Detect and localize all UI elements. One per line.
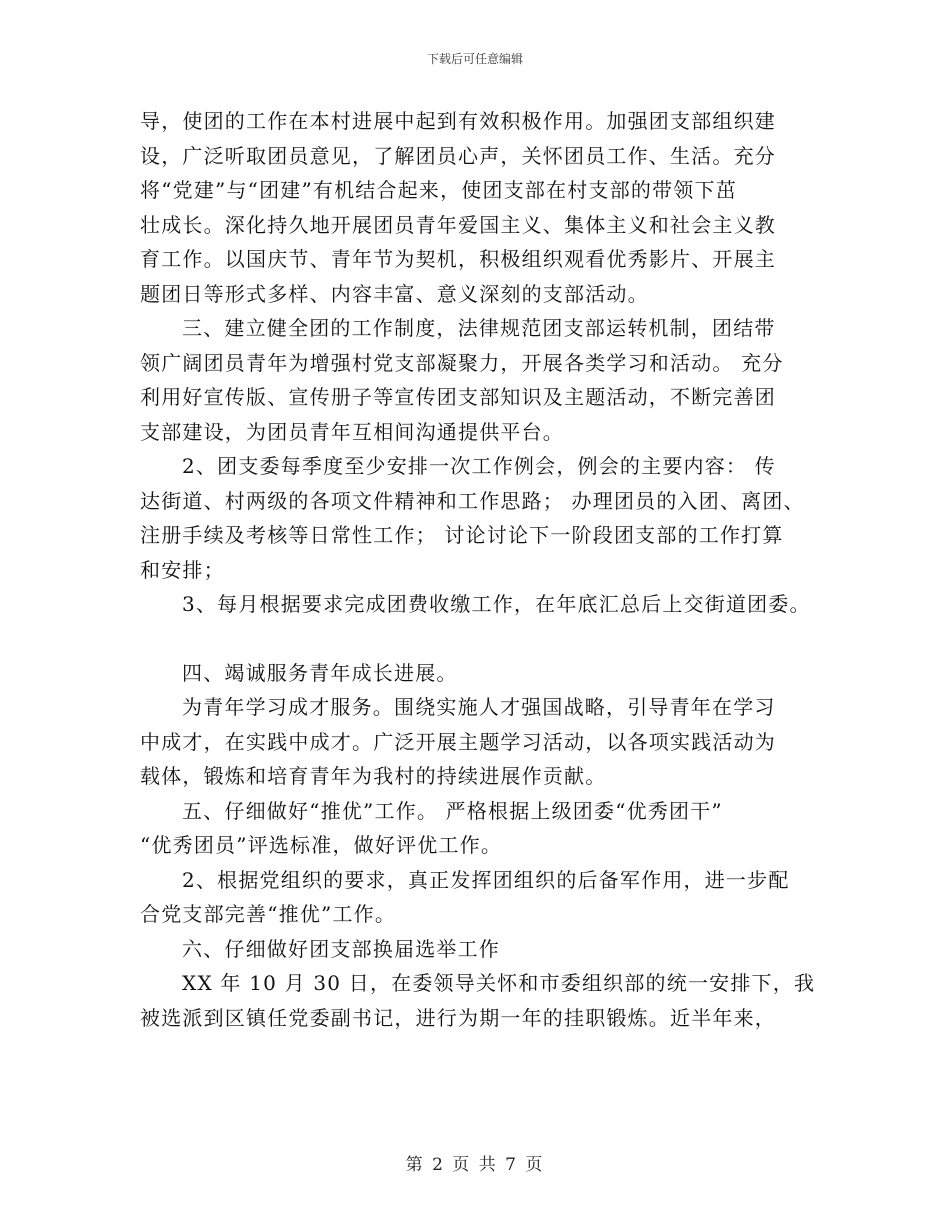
- section-heading: 六、仔细做好团支部换届选举工作: [182, 936, 500, 961]
- section-heading: 四、竭诚服务青年成长进展。: [182, 660, 458, 685]
- text-line: 五、仔细做好“推优”工作。 严格根据上级团委“优秀团干”: [182, 798, 723, 823]
- text-line: 2、根据党组织的要求，真正发挥团组织的后备军作用，进一步配: [182, 867, 790, 892]
- text-line: 设，广泛听取团员意见，了解团员心声，关怀团员工作、生活。充分: [140, 143, 776, 168]
- text-line: 和安排；: [140, 557, 225, 582]
- text-line: 2、团支委每季度至少安排一次工作例会，例会的主要内容： 传: [182, 454, 776, 478]
- text-line: 被选派到区镇任党委副书记，进行为期一年的挂职锻炼。近半年来，: [140, 1005, 776, 1030]
- text-line: 三、建立健全团的工作制度，法律规范团支部运转机制，团结带: [182, 316, 776, 340]
- text-line: 育工作。以国庆节、青年节为契机，积极组织观看优秀影片、开展主: [140, 247, 776, 271]
- page-header: 下载后可任意编辑: [426, 52, 523, 66]
- text-line: 支部建设，为团员青年互相间沟通提供平台。: [140, 419, 564, 444]
- text-line: 将“党建”与“团建”有机结合起来，使团支部在村支部的带领下茁: [140, 178, 737, 202]
- text-line: 3、每月根据要求完成团费收缴工作，在年底汇总后上交街道团委。: [182, 592, 811, 616]
- text-line: “优秀团员”评选标准，做好评优工作。: [140, 833, 503, 857]
- document-body: [140, 104, 830, 1035]
- text-line: 合党支部完善“推优”工作。: [140, 902, 397, 926]
- text-line: 导，使团的工作在本村进展中起到有效积极作用。加强团支部组织建: [140, 109, 776, 133]
- text-line: 题团日等形式多样、内容丰富、意义深刻的支部活动。: [140, 281, 649, 306]
- text-line: XX 年 10 月 30 日，在委领导关怀和市委组织部的统一安排下，我: [182, 971, 816, 995]
- text-line: 达街道、村两级的各项文件精神和工作思路； 办理团员的入团、离团、: [140, 488, 805, 513]
- text-line: 载体，锻炼和培育青年为我村的持续进展作贡献。: [140, 764, 607, 788]
- text-line: 中成才，在实践中成才。广泛开展主题学习活动，以各项实践活动为: [140, 729, 776, 754]
- text-line: 壮成长。深化持久地开展团员青年爱国主义、集体主义和社会主义教: [140, 212, 776, 237]
- text-line: 注册手续及考核等日常性工作； 讨论讨论下一阶段团支部的工作打算: [140, 523, 784, 547]
- text-line: 领广阔团员青年为增强村党支部凝聚力，开展各类学习和活动。 充分: [140, 350, 784, 375]
- text-line: 利用好宣传版、宣传册子等宣传团支部知识及主题活动，不断完善团: [140, 385, 776, 409]
- page-number-footer: 第 2 页 共 7 页: [405, 1155, 545, 1175]
- text-line: 为青年学习成才服务。围绕实施人才强国战略，引导青年在学习: [182, 695, 776, 719]
